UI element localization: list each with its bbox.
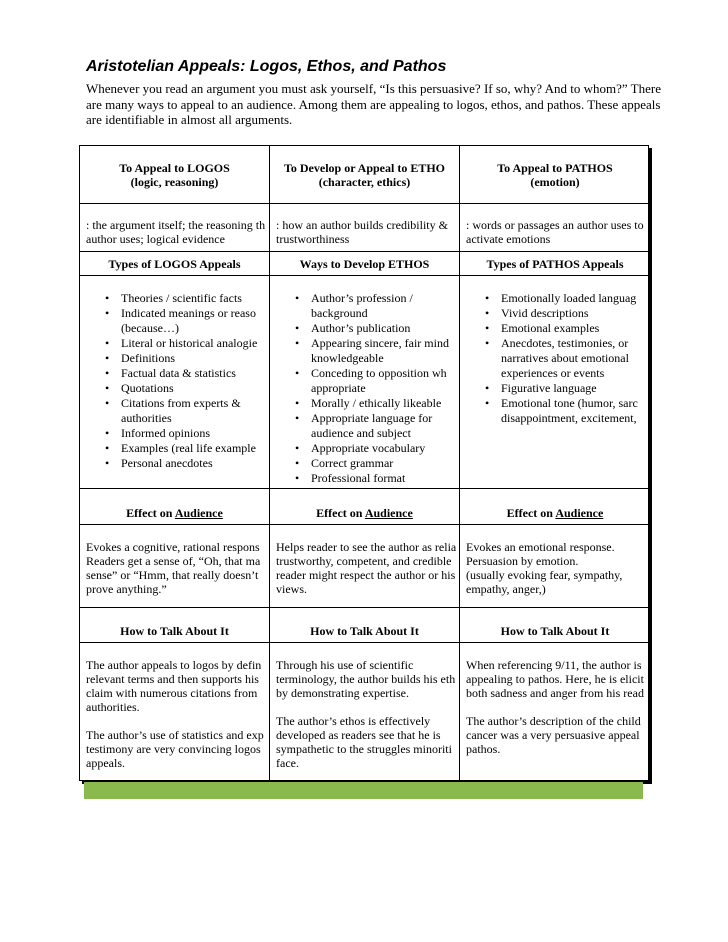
list-item-text: Literal or historical analogie [121,336,258,350]
text-line: testimony are very convincing logos [86,742,261,756]
text-line: When referencing 9/11, the author is [466,658,642,672]
text-line: claim with numerous citations from [86,686,258,700]
intro-paragraph: Whenever you read an argument you must ask yourself, “Is this persuasive? If so, why? And to whom?” There are many ways to appeal to an audience. Among them are appealing to logos, ethos, and pathos. These appeals are identifiable in almost all arguments. [86,81,661,128]
ethos-talk-heading: How to Talk About It [310,624,419,638]
list-item [80,456,269,471]
text-line: reader might respect the author or his [276,568,456,582]
list-item [460,306,650,321]
list-item-text: Author’s profession / [311,291,413,305]
pathos-types-list [460,291,650,426]
text-line: The author’s use of statistics and exp [86,728,264,742]
text-line: terminology, the author builds his eth [276,672,456,686]
ethos-talk-cell [270,608,460,782]
text-line: The author’s description of the child [466,714,641,728]
list-item [270,321,459,336]
text-line: both sadness and anger from his read [466,686,644,700]
logos-types-list [80,291,269,471]
bullet-icon: • [105,381,110,395]
logos-effect-text [86,540,269,596]
text-line: cancer was a very persuasive appeal [466,728,640,742]
list-item [460,396,650,426]
list-item [460,291,650,306]
ethos-effect-heading: Effect on Audience [316,506,413,520]
list-item-text: appropriate [311,381,366,395]
bullet-icon: • [295,321,300,335]
logos-types-heading: Types of LOGOS Appeals [108,257,241,271]
appeals-table [79,145,649,781]
list-item-text: Informed opinions [121,426,210,440]
text-line: The author appeals to logos by defin [86,658,262,672]
page-title: Aristotelian Appeals: Logos, Ethos, and Pathos [86,58,447,75]
list-item-text: Emotionally loaded languag [501,291,637,305]
text-line: Helps reader to see the author as relia [276,540,457,554]
bullet-icon: • [105,366,110,380]
list-item [80,336,269,351]
ethos-subheading: (character, ethics) [318,175,411,189]
logos-effect-heading: Effect on Audience [126,506,223,520]
list-item-text: knowledgeable [311,351,384,365]
bullet-icon: • [105,441,110,455]
text-line: face. [276,756,299,770]
text-line: views. [276,582,307,596]
logos-talk-example-2 [86,728,269,770]
bullet-icon: • [485,381,490,395]
text-line: developed as readers see that he is [276,728,441,742]
bullet-icon: • [105,456,110,470]
list-item [270,471,459,486]
text-line: prove anything.” [86,582,167,596]
list-item [270,396,459,411]
list-item-text: Definitions [121,351,175,365]
logos-top-cell [80,146,270,489]
list-item-text: Correct grammar [311,456,394,470]
bullet-icon: • [295,411,300,425]
list-item [80,441,269,456]
list-item-text: Vivid descriptions [501,306,589,320]
logos-talk-example-1 [86,658,269,714]
bullet-icon: • [295,456,300,470]
list-item [460,321,650,336]
text-line: Readers get a sense of, “Oh, that ma [86,554,261,568]
list-item-text: Citations from experts & [121,396,241,410]
bullet-icon: • [105,426,110,440]
list-item [460,336,650,381]
ethos-ways-list [270,291,459,486]
list-item-text: Quotations [121,381,174,395]
text-line: by demonstrating expertise. [276,686,409,700]
ethos-heading: To Develop or Appeal to ETHO [283,161,446,175]
bullet-icon: • [295,336,300,350]
text-line: Through his use of scientific [276,658,414,672]
bullet-icon: • [295,471,300,485]
pathos-types-heading: Types of PATHOS Appeals [486,257,624,271]
ethos-definition-line1: : how an author builds credibility & [276,218,448,232]
list-item [80,396,269,426]
bullet-icon: • [105,306,110,320]
logos-effect-cell [80,489,270,608]
green-footer-bar [84,782,643,799]
ethos-effect-cell [270,489,460,608]
ethos-definition-line2: trustworthiness [276,232,350,246]
list-item [270,441,459,456]
ethos-ways-heading: Ways to Develop ETHOS [299,257,430,271]
list-item-text: Personal anecdotes [121,456,213,470]
list-item-text: Appearing sincere, fair mind [311,336,449,350]
ethos-effect-text [276,540,459,596]
logos-talk-heading: How to Talk About It [120,624,229,638]
ethos-talk-example-1 [276,658,459,700]
list-item [270,411,459,441]
list-item-text: (because…) [121,321,179,335]
pathos-definition-line1: : words or passages an author uses to [466,218,644,232]
text-line: (usually evoking fear, sympathy, [466,568,623,582]
pathos-definition-line2: activate emotions [466,232,551,246]
list-item-text: Appropriate language for [311,411,433,425]
pathos-effect-text [466,540,650,596]
list-item-text: Morally / ethically likeable [311,396,442,410]
text-line: empathy, anger,) [466,582,546,596]
pathos-top-cell [460,146,650,489]
list-item-text: experiences or events [501,366,605,380]
logos-subheading: (logic, reasoning) [130,175,219,189]
text-line: authorities. [86,700,140,714]
list-item [80,306,269,336]
bullet-icon: • [105,396,110,410]
text-line: trustworthy, competent, and credible [276,554,452,568]
list-item-text: narratives about emotional [501,351,629,365]
list-item-text: Factual data & statistics [121,366,236,380]
list-item [80,426,269,441]
text-line: sense” or “Hmm, that really doesn’t [86,568,259,582]
list-item-text: disappointment, excitement, [501,411,637,425]
pathos-effect-cell [460,489,650,608]
list-item-text: audience and subject [311,426,411,440]
list-item [80,381,269,396]
text-line: sympathetic to the struggles minoriti [276,742,452,756]
text-line: The author’s ethos is effectively [276,714,431,728]
bullet-icon: • [485,336,490,350]
pathos-talk-cell [460,608,650,782]
list-item-text: Theories / scientific facts [121,291,242,305]
logos-talk-cell [80,608,270,782]
list-item [80,291,269,306]
text-line: Persuasion by emotion. [466,554,579,568]
bullet-icon: • [295,366,300,380]
bullet-icon: • [485,291,490,305]
bullet-icon: • [295,441,300,455]
list-item-text: Figurative language [501,381,597,395]
list-item-text: Emotional examples [501,321,600,335]
text-line: pathos. [466,742,501,756]
pathos-talk-example-2 [466,714,650,756]
list-item [270,456,459,471]
list-item-text: Author’s publication [311,321,411,335]
list-item-text: Emotional tone (humor, sarc [501,396,638,410]
bullet-icon: • [295,396,300,410]
pathos-talk-heading: How to Talk About It [500,624,610,638]
list-item [80,351,269,366]
logos-definition-line2: author uses; logical evidence [86,232,225,246]
bullet-icon: • [485,306,490,320]
text-line: appeals. [86,756,125,770]
pathos-talk-example-1 [466,658,650,700]
bullet-icon: • [295,291,300,305]
text-line: Evokes an emotional response. [466,540,615,554]
bullet-icon: • [485,321,490,335]
list-item [270,366,459,396]
ethos-talk-example-2 [276,714,459,770]
pathos-effect-heading: Effect on Audience [506,506,604,520]
list-item [460,381,650,396]
pathos-heading: To Appeal to PATHOS [497,161,613,175]
list-item [80,366,269,381]
logos-definition-line1: : the argument itself; the reasoning th [86,218,266,232]
pathos-subheading: (emotion) [530,175,580,189]
list-item [270,291,459,321]
bullet-icon: • [105,336,110,350]
bullet-icon: • [105,291,110,305]
list-item-text: Indicated meanings or reaso [121,306,256,320]
bullet-icon: • [105,351,110,365]
list-item-text: Professional format [311,471,406,485]
list-item-text: Anecdotes, testimonies, or [501,336,629,350]
list-item-text: Appropriate vocabulary [311,441,426,455]
ethos-top-cell [270,146,460,489]
text-line: appealing to pathos. Here, he is elicit [466,672,644,686]
list-item [270,336,459,366]
list-item-text: background [311,306,368,320]
bullet-icon: • [485,396,490,410]
list-item-text: Examples (real life example [121,441,256,455]
list-item-text: authorities [121,411,172,425]
text-line: Evokes a cognitive, rational respons [86,540,260,554]
list-item-text: Conceding to opposition wh [311,366,447,380]
logos-heading: To Appeal to LOGOS [119,161,230,175]
text-line: relevant terms and then supports his [86,672,259,686]
